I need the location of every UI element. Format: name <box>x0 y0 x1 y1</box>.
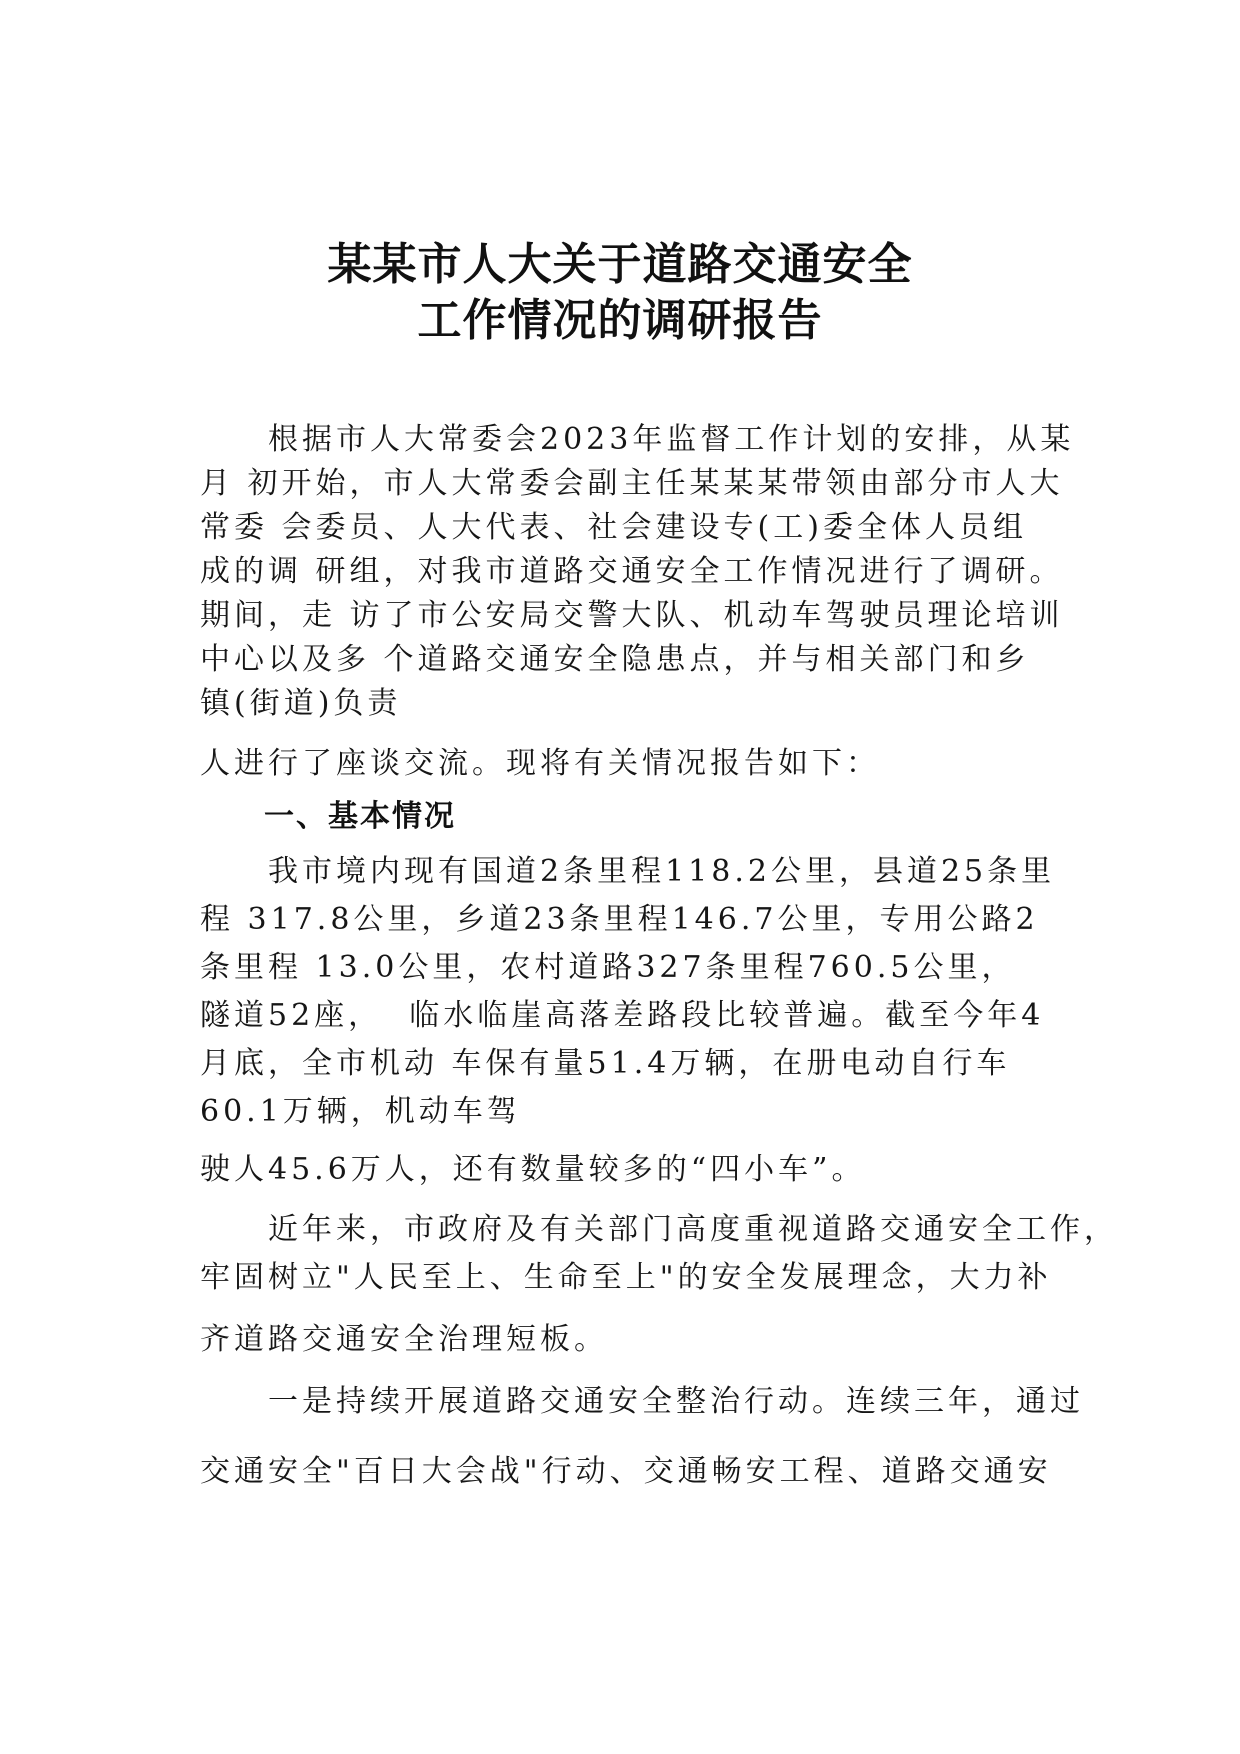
intro-line: 月 初开始，市人大常委会副主任某某某带领由部分市人大 <box>200 466 1064 501</box>
paragraph-line: 月底，全市机动 车保有量51.4万辆，在册电动自行车 <box>200 1046 1011 1081</box>
intro-line: 人进行了座谈交流。现将有关情况报告如下： <box>200 746 880 781</box>
paragraph-line: 齐道路交通安全治理短板。 <box>200 1322 608 1357</box>
paragraph-line: 近年来，市政府及有关部门高度重视道路交通安全工作， <box>268 1212 1118 1247</box>
section-heading: 一、基本情况 <box>264 799 456 834</box>
paragraph-line: 交通安全"百日大会战"行动、交通畅安工程、道路交通安 <box>200 1454 1052 1489</box>
document-title-line-2: 工作情况的调研报告 <box>417 295 823 346</box>
intro-line: 根据市人大常委会2023年监督工作计划的安排，从某 <box>268 422 1075 457</box>
paragraph-line: 一是持续开展道路交通安全整治行动。连续三年，通过 <box>268 1384 1084 1419</box>
paragraph-line: 驶人45.6万人，还有数量较多的“四小车”。 <box>200 1152 866 1187</box>
paragraph-line: 程 317.8公里，乡道23条里程146.7公里，专用公路2 <box>200 902 1039 937</box>
intro-line: 成的调 研组，对我市道路交通安全工作情况进行了调研。 <box>200 554 1064 589</box>
paragraph-line: 我市境内现有国道2条里程118.2公里，县道25条里 <box>268 854 1056 889</box>
intro-line: 中心以及多 个道路交通安全隐患点，并与相关部门和乡 <box>200 642 1030 677</box>
paragraph-line: 牢固树立"人民至上、生命至上"的安全发展理念，大力补 <box>200 1260 1052 1295</box>
intro-line: 期间，走 访了市公安局交警大队、机动车驾驶员理论培训 <box>200 598 1064 633</box>
intro-line: 常委 会委员、人大代表、社会建设专(工)委全体人员组 <box>200 510 1027 545</box>
intro-line: 镇(街道)负责 <box>200 686 402 721</box>
document-title-line-1: 某某市人大关于道路交通安全 <box>327 239 913 290</box>
paragraph-line: 隧道52座， 临水临崖高落差路段比较普遍。截至今年4 <box>200 998 1045 1033</box>
paragraph-line: 60.1万辆，机动车驾 <box>200 1094 521 1129</box>
paragraph-line: 条里程 13.0公里，农村道路327条里程760.5公里， <box>200 950 1016 985</box>
